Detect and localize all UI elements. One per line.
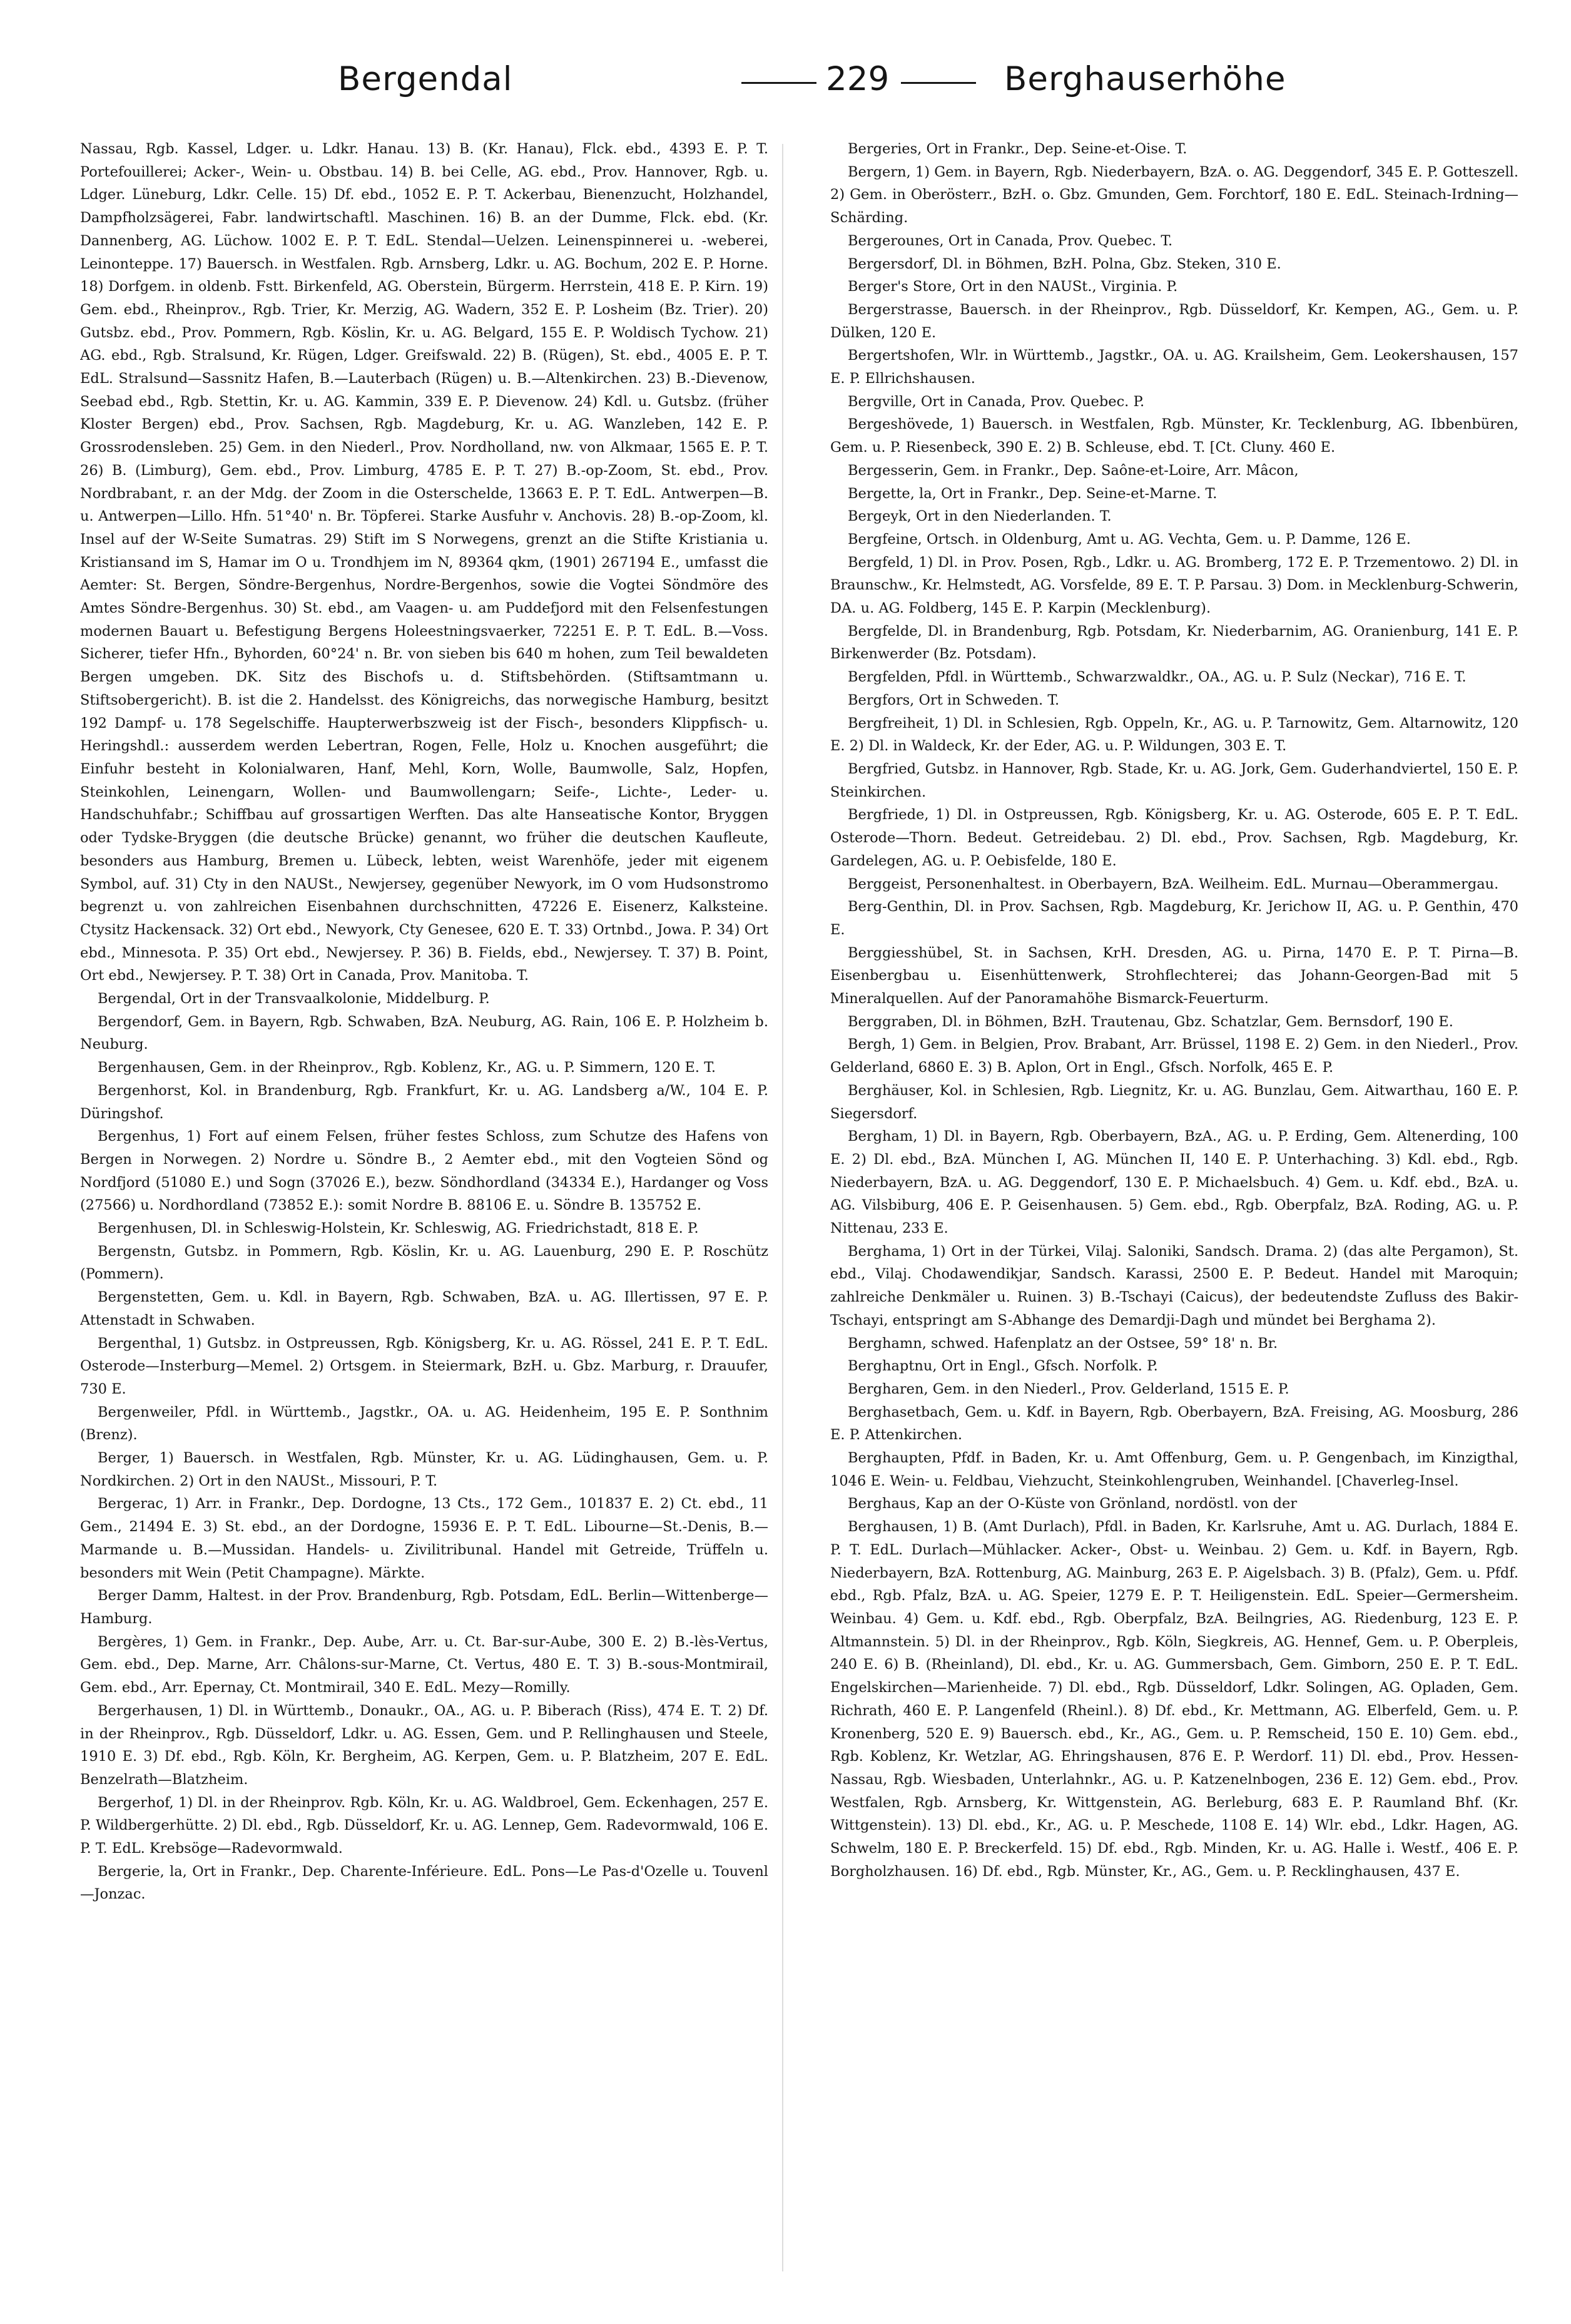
right-column	[830, 138, 1518, 2278]
entry-paragraph: Bergeries, Ort in Frankr., Dep. Seine-et-Oise. T.	[848, 141, 1187, 157]
entry-paragraph: Berghaptnu, Ort in Engl., Gfsch. Norfolk. P.	[848, 1358, 1158, 1375]
entry-paragraph: Bergenhus, 1) Fort auf einem Felsen, früher festes Schloss, zum Schutze des Hafens von Bergen in Norwegen. 2) Nordre u. Söndre B., 2 Aemter ebd., mit den Vogteien Sönd og Nordfjord (51080 E.) und Sogn (37026 E.), bezw. Söndhordland (34334 E.), Hardanger og Voss (27566) u. Nordhordland (73852 E.): somit Nordre B. 88106 E. u. Söndre B. 135752 E.	[80, 1128, 768, 1214]
entry-paragraph: Berggiesshübel, St. in Sachsen, KrH. Dresden, AG. u. Pirna, 1470 E. P. T. Pirna—B. Eisenbergbau u. Eisenhüttenwerk, Strohflechterei; das Johann-Georgen-Bad mit 5 Mineralquellen. Auf der Panoramahöhe Bismarck-Feuerturm.	[830, 944, 1518, 1007]
entry-paragraph: Bergfried, Gutsbz. in Hannover, Rgb. Stade, Kr. u. AG. Jork, Gem. Guderhandviertel, 150 E. P. Steinkirchen.	[830, 760, 1518, 800]
entry-paragraph: Bergeyk, Ort in den Niederlanden. T.	[848, 508, 1112, 525]
entry-paragraph: Berghama, 1) Ort in der Türkei, Vilaj. Saloniki, Sandsch. Drama. 2) (das alte Pergamon), St. ebd., Vilaj. Chodawendikjar, Sandsch. Karassi, 2500 E. P. Bedeut. Handel mit Maroquin; zahlreiche Denkmäler u. Ruinen. 3) B.-Tschayi (Caicus), der bedeutendste Zufluss des Bakir-Tschayi, entspringt am S-Abhange des Demardji-Dagh und mündet bei Berghama 2).	[830, 1243, 1518, 1328]
entry-paragraph: Bergenstn, Gutsbz. in Pommern, Rgb. Köslin, Kr. u. AG. Lauenburg, 290 E. P. Roschütz (Pommern).	[80, 1243, 768, 1283]
entry-paragraph: Bergharen, Gem. in den Niederl., Prov. Gelderland, 1515 E. P.	[848, 1380, 1289, 1397]
page-header	[88, 60, 1471, 116]
header-left-keyword: Bergendal	[338, 60, 513, 98]
entry-paragraph: Nassau, Rgb. Kassel, Ldger. u. Ldkr. Hanau. 13) B. (Kr. Hanau), Flck. ebd., 4393 E. P. T. Portefouillerei; Acker-, Wein- u. Obstbau. 14) B. bei Celle, AG. ebd., Prov. Hannover, Rgb. u. Ldger. Lüneburg, Ldkr. Celle. 15) Df. ebd., 1052 E. P. T. Ackerbau, Bienenzucht, Holzhandel, Dampfholzsägerei, Fabr. landwirtschaftl. Maschinen. 16) B. an der Dumme, Flck. ebd. (Kr. Dannenberg, AG. Lüchow. 1002 E. P. T. EdL. Stendal—Uelzen. Leinenspinnerei u. -weberei, Leinonteppe. 17) Bauersch. in Westfalen. Rgb. Arnsberg, Ldkr. u. AG. Bochum, 202 E. P. Horne. 18) Dorfgem. in oldenb. Fstt. Birkenfeld, AG. Oberstein, Bürgerm. Herrstein, 418 E. P. Kirn. 19) Gem. ebd., Rheinprov., Rgb. Trier, Kr. Merzig, AG. Wadern, 352 E. P. Losheim (Bz. Trier). 20) Gutsbz. ebd., Prov. Pommern, Rgb. Köslin, Kr. u. AG. Belgard, 155 E. P. Woldisch Tychow. 21) AG. ebd., Rgb. Stralsund, Kr. Rügen, Ldger. Greifswald. 22) B. (Rügen), St. ebd., 4005 E. P. T. EdL. Stralsund—Sassnitz Hafen, B.—Lauterbach (Rügen) u. B.—Altenkirchen. 23) B.-Dievenow, Seebad ebd., Rgb. Stettin, Kr. u. AG. Kammin, 339 E. P. Dievenow. 24) Kdl. u. Gutsbz. (früher Kloster Bergen) ebd., Prov. Sachsen, Rgb. Magdeburg, Kr. u. AG. Wanzleben, 142 E. P. Grossrodensleben. 25) Gem. in den Niederl., Prov. Nordholland, nw. von Alkmaar, 1565 E. P. T. 26) B. (Limburg), Gem. ebd., Prov. Limburg, 4785 E. P. T. 27) B.-op-Zoom, St. ebd., Prov. Nordbrabant, r. an der Mdg. der Zoom in die Osterschelde, 13663 E. P. T. EdL. Antwerpen—B. u. Antwerpen—Lillo. Hfn. 51°40' n. Br. Töpferei. Starke Ausfuhr v. Anchovis. 28) B.-op-Zoom, kl. Insel auf der W-Seite Sumatras. 29) Stift im S Norwegens, grenzt an die Stifte Kristiania u. Kristiansand im S, Hamar im O u. Trondhjem im N, 89364 qkm, (1901) 267194 E., umfasst die Aemter: St. Bergen, Söndre-Bergenhus, Nordre-Bergenhos, sowie die Vogtei Söndmöre des Amtes Söndre-Bergenhus. 30) St. ebd., am Vaagen- u. am Puddefjord mit den Felsenfestungen modernen Bauart u. Befestigung Bergens Holeestningsvaerker, 72251 E. P. T. EdL. B.—Voss. Sicherer, tiefer Hfn., Byhorden, 60°24' n. Br. von sieben bis 640 m hohen, zum Teil bewaldeten Bergen umgeben. DK. Sitz des Bischofs u. d. Stiftsbehörden. (Stiftsamtmann u. Stiftsobergericht). B. ist die 2. Handelsst. des Königreichs, das norwegische Hamburg, besitzt 192 Dampf- u. 178 Segelschiffe. Haupterwerbszweig ist der Fisch-, besonders Klippfisch- u. Heringshdl.: ausserdem werden Lebertran, Rogen, Felle, Holz u. Knochen ausgeführt; die Einfuhr besteht in Kolonialwaren, Hanf, Mehl, Korn, Wolle, Baumwolle, Salz, Hopfen, Steinkohlen, Leinengarn, Wollen- und Baumwollengarn; Seife-, Lichte-, Leder- u. Handschuhfabr.; Schiffbau auf grossartigen Werften. Das alte Hanseatische Kontor, Bryggen oder Tydske-Bryggen (die deutsche Brücke) genannt, wo früher die deutschen Kaufleute, besonders aus Hamburg, Bremen u. Lübeck, lebten, weist Warenhöfe, jeder mit eigenem Symbol, auf. 31) Cty in den NAUSt., Newjersey, gegenüber Newyork, im O vom Hudsonstromo begrenzt u. von zahlreichen Eisenbahnen durchschnitten, 47226 E. Eisenerz, Kalksteine. Ctysitz Hackensack. 32) Ort ebd., Newyork, Cty Genesee, 620 E. T. 33) Ortnbd., Jowa. P. 34) Ort ebd., Minnesota. P. 35) Ort ebd., Newjersey. P. 36) B. Fields, ebd., Newjersey. T. 37) B. Point, Ort ebd., Newjersey. P. T. 38) Ort in Canada, Prov. Manitoba. T.	[80, 141, 768, 984]
entry-paragraph: Bergfeine, Ortsch. in Oldenburg, Amt u. AG. Vechta, Gem. u. P. Damme, 126 E.	[848, 531, 1411, 548]
entry-paragraph: Bergenstetten, Gem. u. Kdl. in Bayern, Rgb. Schwaben, BzA. u. AG. Illertissen, 97 E. P. Attenstadt in Schwaben.	[80, 1289, 768, 1328]
entry-paragraph: Berger, 1) Bauersch. in Westfalen, Rgb. Münster, Kr. u. AG. Lüdinghausen, Gem. u. P. Nordkirchen. 2) Ort in den NAUSt., Missouri, P. T.	[80, 1450, 768, 1489]
left-column	[80, 138, 768, 2278]
entry-paragraph: Berghamn, schwed. Hafenplatz an der Ostsee, 59° 18' n. Br.	[848, 1335, 1278, 1352]
entry-paragraph: Bergerhausen, 1) Dl. in Württemb., Donaukr., OA., AG. u. P. Biberach (Riss), 474 E. T. 2) Df. in der Rheinprov., Rgb. Düsseldorf, Ldkr. u. AG. Essen, Gem. und P. Rellinghausen und Steele, 1910 E. 3) Df. ebd., Rgb. Köln, Kr. Bergheim, AG. Kerpen, Gem. u. P. Blatzheim, 207 E. EdL. Benzelrath—Blatzheim.	[80, 1702, 768, 1788]
entry-paragraph: Bergères, 1) Gem. in Frankr., Dep. Aube, Arr. u. Ct. Bar-sur-Aube, 300 E. 2) B.-lès-Vertus, Gem. ebd., Dep. Marne, Arr. Châlons-sur-Marne, Ct. Vertus, 480 E. T. 3) B.-sous-Montmirail, Gem. ebd., Arr. Epernay, Ct. Montmirail, 340 E. EdL. Mezy—Romilly.	[80, 1633, 768, 1696]
header-right-keyword: Berghauserhöhe	[1004, 60, 1286, 98]
entry-paragraph: Bergenhorst, Kol. in Brandenburg, Rgb. Frankfurt, Kr. u. AG. Landsberg a/W., 104 E. P. Düringshof.	[80, 1082, 768, 1122]
entry-paragraph: Bergh, 1) Gem. in Belgien, Prov. Brabant, Arr. Brüssel, 1198 E. 2) Gem. in den Niederl., Prov. Gelderland, 6860 E. 3) B. Aplon, Ort in Engl., Gfsch. Norfolk, 465 E. P.	[830, 1036, 1518, 1076]
entry-paragraph: Berger Damm, Haltest. in der Prov. Brandenburg, Rgb. Potsdam, EdL. Berlin—Wittenberge—Hamburg.	[80, 1588, 768, 1627]
entry-paragraph: Bergfelde, Dl. in Brandenburg, Rgb. Potsdam, Kr. Niederbarnim, AG. Oranienburg, 141 E. P. Birkenwerder (Bz. Potsdam).	[830, 623, 1518, 663]
entry-paragraph: Berghaus, Kap an der O-Küste von Grönland, nordöstl. von der	[848, 1496, 1298, 1512]
entry-paragraph: Berghasetbach, Gem. u. Kdf. in Bayern, Rgb. Oberbayern, BzA. Freising, AG. Moosburg, 286 E. P. Attenkirchen.	[830, 1404, 1518, 1444]
entry-paragraph: Bergeshövede, 1) Bauersch. in Westfalen, Rgb. Münster, Kr. Tecklenburg, AG. Ibbenbüren, Gem. u. P. Riesenbeck, 390 E. 2) B. Schleuse, ebd. T. [Ct. Cluny. 460 E.	[830, 416, 1518, 456]
entry-paragraph: Bergenhausen, Gem. in der Rheinprov., Rgb. Koblenz, Kr., AG. u. P. Simmern, 120 E. T.	[98, 1059, 716, 1076]
entry-paragraph: Bergfriede, 1) Dl. in Ostpreussen, Rgb. Königsberg, Kr. u. AG. Osterode, 605 E. P. T. EdL. Osterode—Thorn. Bedeut. Getreidebau. 2) Dl. ebd., Prov. Sachsen, Rgb. Magdeburg, Kr. Gardelegen, AG. u. P. Oebisfelde, 180 E.	[830, 807, 1518, 869]
entry-paragraph: Bergerstrasse, Bauersch. in der Rheinprov., Rgb. Düsseldorf, Kr. Kempen, AG., Gem. u. P. Dülken, 120 E.	[830, 301, 1518, 341]
entry-paragraph: Bergerounes, Ort in Canada, Prov. Quebec. T.	[848, 232, 1173, 249]
entry-paragraph: Bergerac, 1) Arr. in Frankr., Dep. Dordogne, 13 Cts., 172 Gem., 101837 E. 2) Ct. ebd., 11 Gem., 21494 E. 3) St. ebd., an der Dordogne, 15936 E. P. T. EdL. Libourne—St.-Denis, B.—Marmande u. B.—Mussidan. Handels- u. Zivilitribunal. Handel mit Getreide, Trüffeln u. besonders mit Wein (Petit Champagne). Märkte.	[80, 1496, 768, 1581]
entry-paragraph: Bergersdorf, Dl. in Böhmen, BzH. Polna, Gbz. Steken, 310 E.	[848, 255, 1281, 272]
entry-paragraph: Berggraben, Dl. in Böhmen, BzH. Trautenau, Gbz. Schatzlar, Gem. Bernsdorf, 190 E.	[848, 1013, 1453, 1030]
entry-paragraph: Bergham, 1) Dl. in Bayern, Rgb. Oberbayern, BzA., AG. u. P. Erding, Gem. Altenerding, 100 E. 2) Dl. ebd., BzA. München I, AG. München II, 140 E. P. Unterhaching. 3) Kdl. ebd., Rgb. Niederbayern, BzA. u. AG. Deggendorf, 130 E. P. Michaelsbuch. 4) Gem. u. Kdf. ebd., BzA. u. AG. Vilsbiburg, 406 E. P. Geisenhausen. 5) Gem. ebd., Rgb. Oberpfalz, BzA. Roding, AG. u. P. Nittenau, 233 E.	[830, 1128, 1518, 1237]
entry-paragraph: Bergette, la, Ort in Frankr., Dep. Seine-et-Marne. T.	[848, 485, 1218, 502]
entry-paragraph: Berghaupten, Pfdf. in Baden, Kr. u. Amt Offenburg, Gem. u. P. Gengenbach, im Kinzigthal, 1046 E. Wein- u. Feldbau, Viehzucht, Steinkohlengruben, Weinhandel. [Chaverleg-Insel.	[830, 1450, 1518, 1489]
column-divider	[782, 144, 783, 2271]
entry-paragraph: Bergern, 1) Gem. in Bayern, Rgb. Niederbayern, BzA. o. AG. Deggendorf, 345 E. P. Gotteszell. 2) Gem. in Oberösterr., BzH. o. Gbz. Gmunden, Gem. Forchtorf, 180 E. EdL. Steinach-Irdning—Schärding.	[830, 163, 1518, 227]
entry-paragraph: Bergenhusen, Dl. in Schleswig-Holstein, Kr. Schleswig, AG. Friedrichstadt, 818 E. P.	[98, 1220, 699, 1237]
entry-paragraph: Bergville, Ort in Canada, Prov. Quebec. P.	[848, 393, 1145, 410]
entry-paragraph: Bergfors, Ort in Schweden. T.	[848, 691, 1060, 708]
entry-paragraph: Bergenthal, 1) Gutsbz. in Ostpreussen, Rgb. Königsberg, Kr. u. AG. Rössel, 241 E. P. T. EdL. Osterode—Insterburg—Memel. 2) Ortsgem. in Steiermark, BzH. u. Gbz. Marburg, r. Drauufer, 730 E.	[80, 1335, 768, 1397]
entry-paragraph: Bergfeld, 1) Dl. in Prov. Posen, Rgb., Ldkr. u. AG. Bromberg, 172 E. P. Trzementowo. 2) Dl. in Braunschw., Kr. Helmstedt, AG. Vorsfelde, 89 E. T. P. Parsau. 3) Dom. in Mecklenburg-Schwerin, DA. u. AG. Foldberg, 145 E. P. Karpin (Mecklenburg).	[830, 554, 1518, 617]
entry-paragraph: Berggeist, Personenhaltest. in Oberbayern, BzA. Weilheim. EdL. Murnau—Oberammergau.	[848, 875, 1499, 892]
entry-paragraph: Bergendal, Ort in der Transvaalkolonie, Middelburg. P.	[98, 991, 490, 1007]
entry-paragraph: Bergerhof, 1) Dl. in der Rheinprov. Rgb. Köln, Kr. u. AG. Waldbroel, Gem. Eckenhagen, 257 E. P. Wildbergerhütte. 2) Dl. ebd., Rgb. Düsseldorf, Kr. u. AG. Lennep, Gem. Radevormwald, 106 E. P. T. EdL. Krebsöge—Radevormwald.	[80, 1794, 768, 1857]
entry-paragraph: Bergendorf, Gem. in Bayern, Rgb. Schwaben, BzA. Neuburg, AG. Rain, 106 E. P. Holzheim b. Neuburg.	[80, 1013, 768, 1053]
header-dash-left	[741, 82, 816, 84]
entry-paragraph: Bergenweiler, Pfdl. in Württemb., Jagstkr., OA. u. AG. Heidenheim, 195 E. P. Sonthnim (Brenz).	[80, 1404, 768, 1444]
entry-paragraph: Bergfreiheit, 1) Dl. in Schlesien, Rgb. Oppeln, Kr., AG. u. P. Tarnowitz, Gem. Altarnowitz, 120 E. 2) Dl. in Waldeck, Kr. der Eder, AG. u. P. Wildungen, 303 E. T.	[830, 715, 1518, 755]
entry-paragraph: Bergertshofen, Wlr. in Württemb., Jagstkr., OA. u. AG. Krailsheim, Gem. Leokershausen, 157 E. P. Ellrichshausen.	[830, 347, 1518, 387]
entry-paragraph: Berger's Store, Ort in den NAUSt., Virginia. P.	[848, 278, 1178, 295]
entry-paragraph: Bergesserin, Gem. in Frankr., Dep. Saône-et-Loire, Arr. Mâcon,	[848, 462, 1299, 479]
page-number: 229	[826, 60, 890, 98]
entry-paragraph: Berg-Genthin, Dl. in Prov. Sachsen, Rgb. Magdeburg, Kr. Jerichow II, AG. u. P. Genthin, 470 E.	[830, 899, 1518, 938]
entry-paragraph: Bergfelden, Pfdl. in Württemb., Schwarzwaldkr., OA., AG. u. P. Sulz (Neckar), 716 E. T.	[848, 669, 1467, 686]
entry-paragraph: Berghäuser, Kol. in Schlesien, Rgb. Liegnitz, Kr. u. AG. Bunzlau, Gem. Aitwarthau, 160 E. P. Siegersdorf.	[830, 1082, 1518, 1122]
entry-paragraph: Bergerie, la, Ort in Frankr., Dep. Charente-Inférieure. EdL. Pons—Le Pas-d'Ozelle u. Touvenl—Jonzac.	[80, 1863, 768, 1903]
entry-paragraph: Berghausen, 1) B. (Amt Durlach), Pfdl. in Baden, Kr. Karlsruhe, Amt u. AG. Durlach, 1884 E. P. T. EdL. Durlach—Mühlacker. Acker-, Obst- u. Weinbau. 2) Gem. u. Kdf. in Bayern, Rgb. Niederbayern, BzA. Rottenburg, AG. Mainburg, 263 E. P. Aigelsbach. 3) B. (Pfalz), Gem. u. Pfdf. ebd., Rgb. Pfalz, BzA. u. AG. Speier, 1279 E. P. T. Heiligenstein. EdL. Speier—Germersheim. Weinbau. 4) Gem. u. Kdf. ebd., Rgb. Oberpfalz, BzA. Beilngries, AG. Riedenburg, 123 E. P. Altmannstein. 5) Dl. in der Rheinprov., Rgb. Köln, Siegkreis, AG. Hennef, Gem. u. P. Oberpleis, 240 E. 6) B. (Rheinland), Dl. ebd., Kr. u. AG. Gummersbach, Gem. Gimborn, 250 E. P. T. EdL. Engelskirchen—Marienheide. 7) Dl. ebd., Rgb. Düsseldorf, Ldkr. Solingen, AG. Opladen, Gem. Richrath, 460 E. P. Langenfeld (Rheinl.). 8) Df. ebd., Kr. Mettmann, AG. Elberfeld, Gem. u. P. Kronenberg, 520 E. 9) Bauersch. ebd., Kr., AG., Gem. u. P. Remscheid, 150 E. 10) Gem. ebd., Rgb. Koblenz, Kr. Wetzlar, AG. Ehringshausen, 876 E. P. Werdorf. 11) Dl. ebd., Prov. Hessen-Nassau, Rgb. Wiesbaden, Unterlahnkr., AG. u. P. Katzenelnbogen, 236 E. 12) Gem. ebd., Prov. Westfalen, Rgb. Arnsberg, Kr. Wittgenstein, AG. Berleburg, 683 E. P. Raumland Bhf. (Kr. Wittgenstein). 13) Dl. ebd., Kr., AG. u. P. Meschede, 1108 E. 14) Wlr. ebd., Ldkr. Hagen, AG. Schwelm, 180 E. P. Breckerfeld. 15) Df. ebd., Rgb. Minden, Kr. u. AG. Halle i. Westf., 406 E. P. Borgholzhausen. 16) Df. ebd., Rgb. Münster, Kr., AG., Gem. u. P. Recklinghausen, 437 E.	[830, 1519, 1518, 1880]
header-dash-right	[901, 82, 976, 84]
